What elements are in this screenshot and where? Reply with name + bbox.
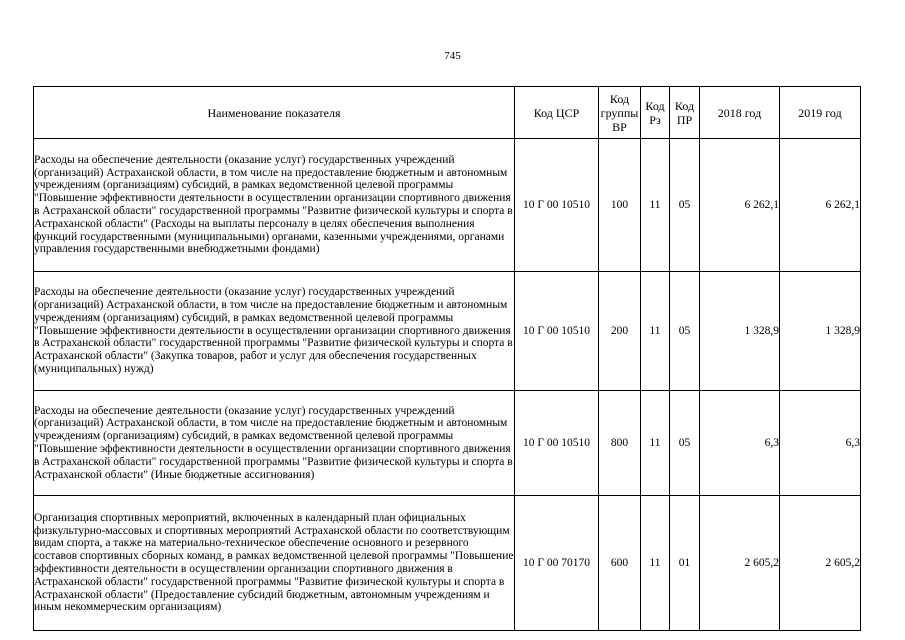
- row-name: Расходы на обеспечение деятельности (оказание услуг) государственных учреждений (организаций) Астраханской области, в том числе на предоставление бюджетным и автономным учреждениям (организациям) субсидий, в рамках ведомственной целевой программы "Повышение эффективности деятельности в осуществлении организации спортивного движения в Астраханской области" государственной программы "Развитие физической культуры и спорта в Астраханской области" (Иные бюджетные ассигнования): [34, 391, 515, 496]
- row-2018: 1 328,9: [700, 272, 780, 391]
- header-name: Наименование показателя: [34, 87, 515, 139]
- header-2018: 2018 год: [700, 87, 780, 139]
- table-header-row: [34, 87, 861, 139]
- row-name: Расходы на обеспечение деятельности (оказание услуг) государственных учреждений (организаций) Астраханской области, в том числе на предоставление бюджетным и автономным учреждениям (организациям) субсидий, в рамках ведомственной целевой программы "Повышение эффективности деятельности в осуществлении организации спортивного движения в Астраханской области" государственной программы "Развитие физической культуры и спорта в Астраханской области" (Расходы на выплаты персоналу в целях обеспечения выполнения функций государственными (муниципальными) органами, казенными учреждениями, органами управления государственными внебюджетными фондами): [34, 139, 515, 272]
- table-row: [34, 391, 861, 496]
- budget-table: [33, 86, 861, 631]
- table-row: [34, 139, 861, 272]
- table-row: [34, 272, 861, 391]
- row-pr: 05: [670, 391, 700, 496]
- header-csr: Код ЦСР: [515, 87, 599, 139]
- row-vr: 100: [599, 139, 641, 272]
- row-vr: 600: [599, 496, 641, 631]
- row-2019: 2 605,2: [780, 496, 861, 631]
- row-csr: 10 Г 00 10510: [515, 391, 599, 496]
- row-pr: 05: [670, 272, 700, 391]
- header-vr: Код группы ВР: [599, 87, 641, 139]
- row-rz: 11: [641, 139, 670, 272]
- row-rz: 11: [641, 391, 670, 496]
- row-2018: 6,3: [700, 391, 780, 496]
- row-csr: 10 Г 00 70170: [515, 496, 599, 631]
- row-2019: 1 328,9: [780, 272, 861, 391]
- row-rz: 11: [641, 496, 670, 631]
- table-row: [34, 496, 861, 631]
- page-number: 745: [444, 50, 461, 62]
- row-rz: 11: [641, 272, 670, 391]
- row-pr: 01: [670, 496, 700, 631]
- row-csr: 10 Г 00 10510: [515, 139, 599, 272]
- row-vr: 800: [599, 391, 641, 496]
- row-name: Организация спортивных мероприятий, включенных в календарный план официальных физкультурно-массовых и спортивных мероприятий Астраханской области по соответствующим видам спорта, а также на материально-техническое обеспечение основного и резервного составов спортивных сборных команд, в рамках ведомственной целевой программы "Повышение эффективности деятельности в осуществлении организации спортивного движения в Астраханской области" государственной программы "Развитие физической культуры и спорта в Астраханской области" (Предоставление субсидий бюджетным, автономным учреждениям и иным некоммерческим организациям): [34, 496, 515, 631]
- header-rz: Код Рз: [641, 87, 670, 139]
- row-2018: 6 262,1: [700, 139, 780, 272]
- row-vr: 200: [599, 272, 641, 391]
- row-2019: 6,3: [780, 391, 861, 496]
- header-pr: Код ПР: [670, 87, 700, 139]
- row-2018: 2 605,2: [700, 496, 780, 631]
- header-2019: 2019 год: [780, 87, 861, 139]
- row-csr: 10 Г 00 10510: [515, 272, 599, 391]
- row-2019: 6 262,1: [780, 139, 861, 272]
- row-name: Расходы на обеспечение деятельности (оказание услуг) государственных учреждений (организаций) Астраханской области, в том числе на предоставление бюджетным и автономным учреждениям (организациям) субсидий, в рамках ведомственной целевой программы "Повышение эффективности деятельности в осуществлении организации спортивного движения в Астраханской области" государственной программы "Развитие физической культуры и спорта в Астраханской области" (Закупка товаров, работ и услуг для обеспечения государственных (муниципальных) нужд): [34, 272, 515, 391]
- row-pr: 05: [670, 139, 700, 272]
